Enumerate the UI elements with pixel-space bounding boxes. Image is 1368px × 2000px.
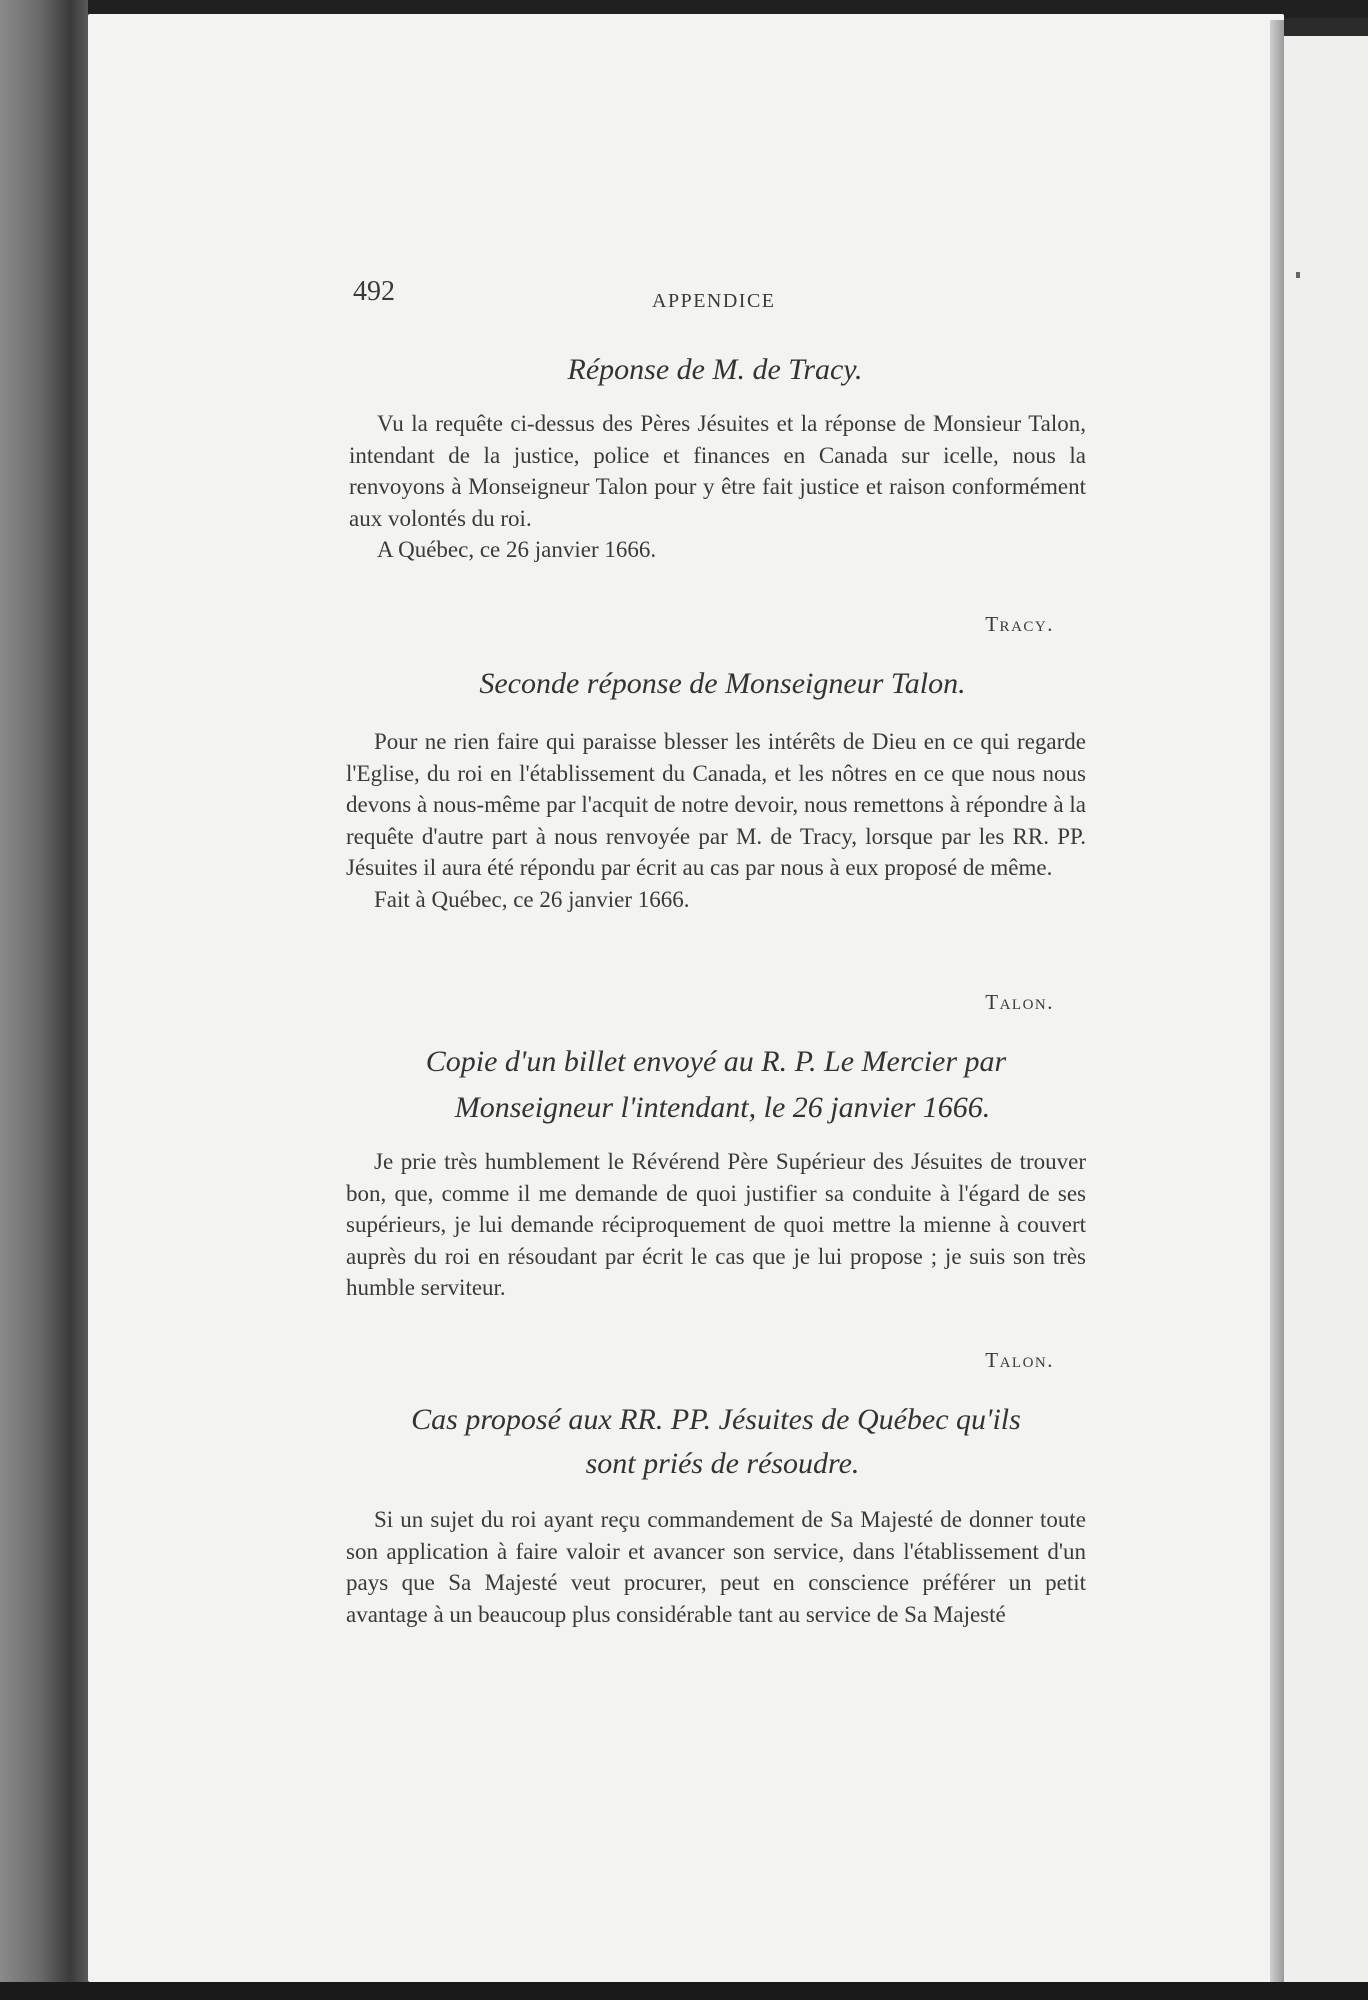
section-body bbox=[346, 726, 1086, 915]
dateline: Fait à Québec, ce 26 janvier 1666. bbox=[374, 886, 690, 912]
section-body bbox=[349, 408, 1086, 566]
section-title-line: Cas proposé aux RR. PP. Jésuites de Québec qu'ils bbox=[411, 1403, 1021, 1436]
running-title: APPENDICE bbox=[652, 290, 776, 312]
section-body bbox=[346, 1504, 1086, 1630]
section-title-line: Monseigneur l'intendant, le 26 janvier 1666. bbox=[454, 1091, 991, 1124]
section-title: Réponse de M. de Tracy. bbox=[567, 353, 863, 386]
scan-bottom-border bbox=[0, 1982, 1368, 2000]
section-title-line: Copie d'un billet envoyé au R. P. Le Mercier par bbox=[425, 1045, 1007, 1078]
paragraph: Si un sujet du roi ayant reçu commandement de Sa Majesté de donner toute son application à faire valoir et avancer son service, dans l'établissement d'un pays que Sa Majesté veut procurer, peut en conscience préférer un petit avantage à un beaucoup plus considérable tant au service de Sa Majesté bbox=[346, 1507, 1086, 1627]
paragraph: Je prie très humblement le Révérend Père Supérieur des Jésuites de trouver bon, que, comme il me demande de quoi justifier sa conduite à l'égard de ses supérieurs, je lui demande réciproquement de quoi mettre la mienne à couvert auprès du roi en résoudant par écrit le cas que je lui propose ; je suis son très humble serviteur. bbox=[346, 1149, 1086, 1300]
book-spine bbox=[0, 0, 88, 2000]
section-title-line: sont priés de résoudre. bbox=[585, 1447, 860, 1480]
page-number: 492 bbox=[353, 276, 395, 307]
dateline: A Québec, ce 26 janvier 1666. bbox=[377, 537, 657, 562]
section-body bbox=[346, 1146, 1086, 1304]
paragraph: Pour ne rien faire qui paraisse blesser les intérêts de Dieu en ce qui regarde l'Eglise, du roi en l'établissement du Canada, et les nôtres en ce que nous nous devons à nous-même par l'acquit de notre devoir, nous remettons à répondre à la requête d'autre part à nous renvoyée par M. de Tracy, lorsque par les RR. PP. Jésuites il aura été répondu par écrit au cas par nous à eux proposé de même. bbox=[346, 729, 1086, 880]
paragraph: Vu la requête ci-dessus des Pères Jésuites et la réponse de Monsieur Talon, intendant de la justice, police et finances en Canada sur icelle, nous la renvoyons à Monseigneur Talon pour y être fait justice et raison conformément aux volontés du roi. bbox=[349, 411, 1086, 531]
signature: Talon. bbox=[985, 1348, 1054, 1372]
section-title: Seconde réponse de Monseigneur Talon. bbox=[479, 667, 966, 700]
next-page-mark bbox=[1296, 272, 1300, 278]
signature: Talon. bbox=[985, 990, 1054, 1014]
signature: Tracy. bbox=[985, 612, 1054, 636]
page-gutter bbox=[1270, 20, 1284, 1982]
next-page-sliver bbox=[1284, 36, 1368, 1986]
